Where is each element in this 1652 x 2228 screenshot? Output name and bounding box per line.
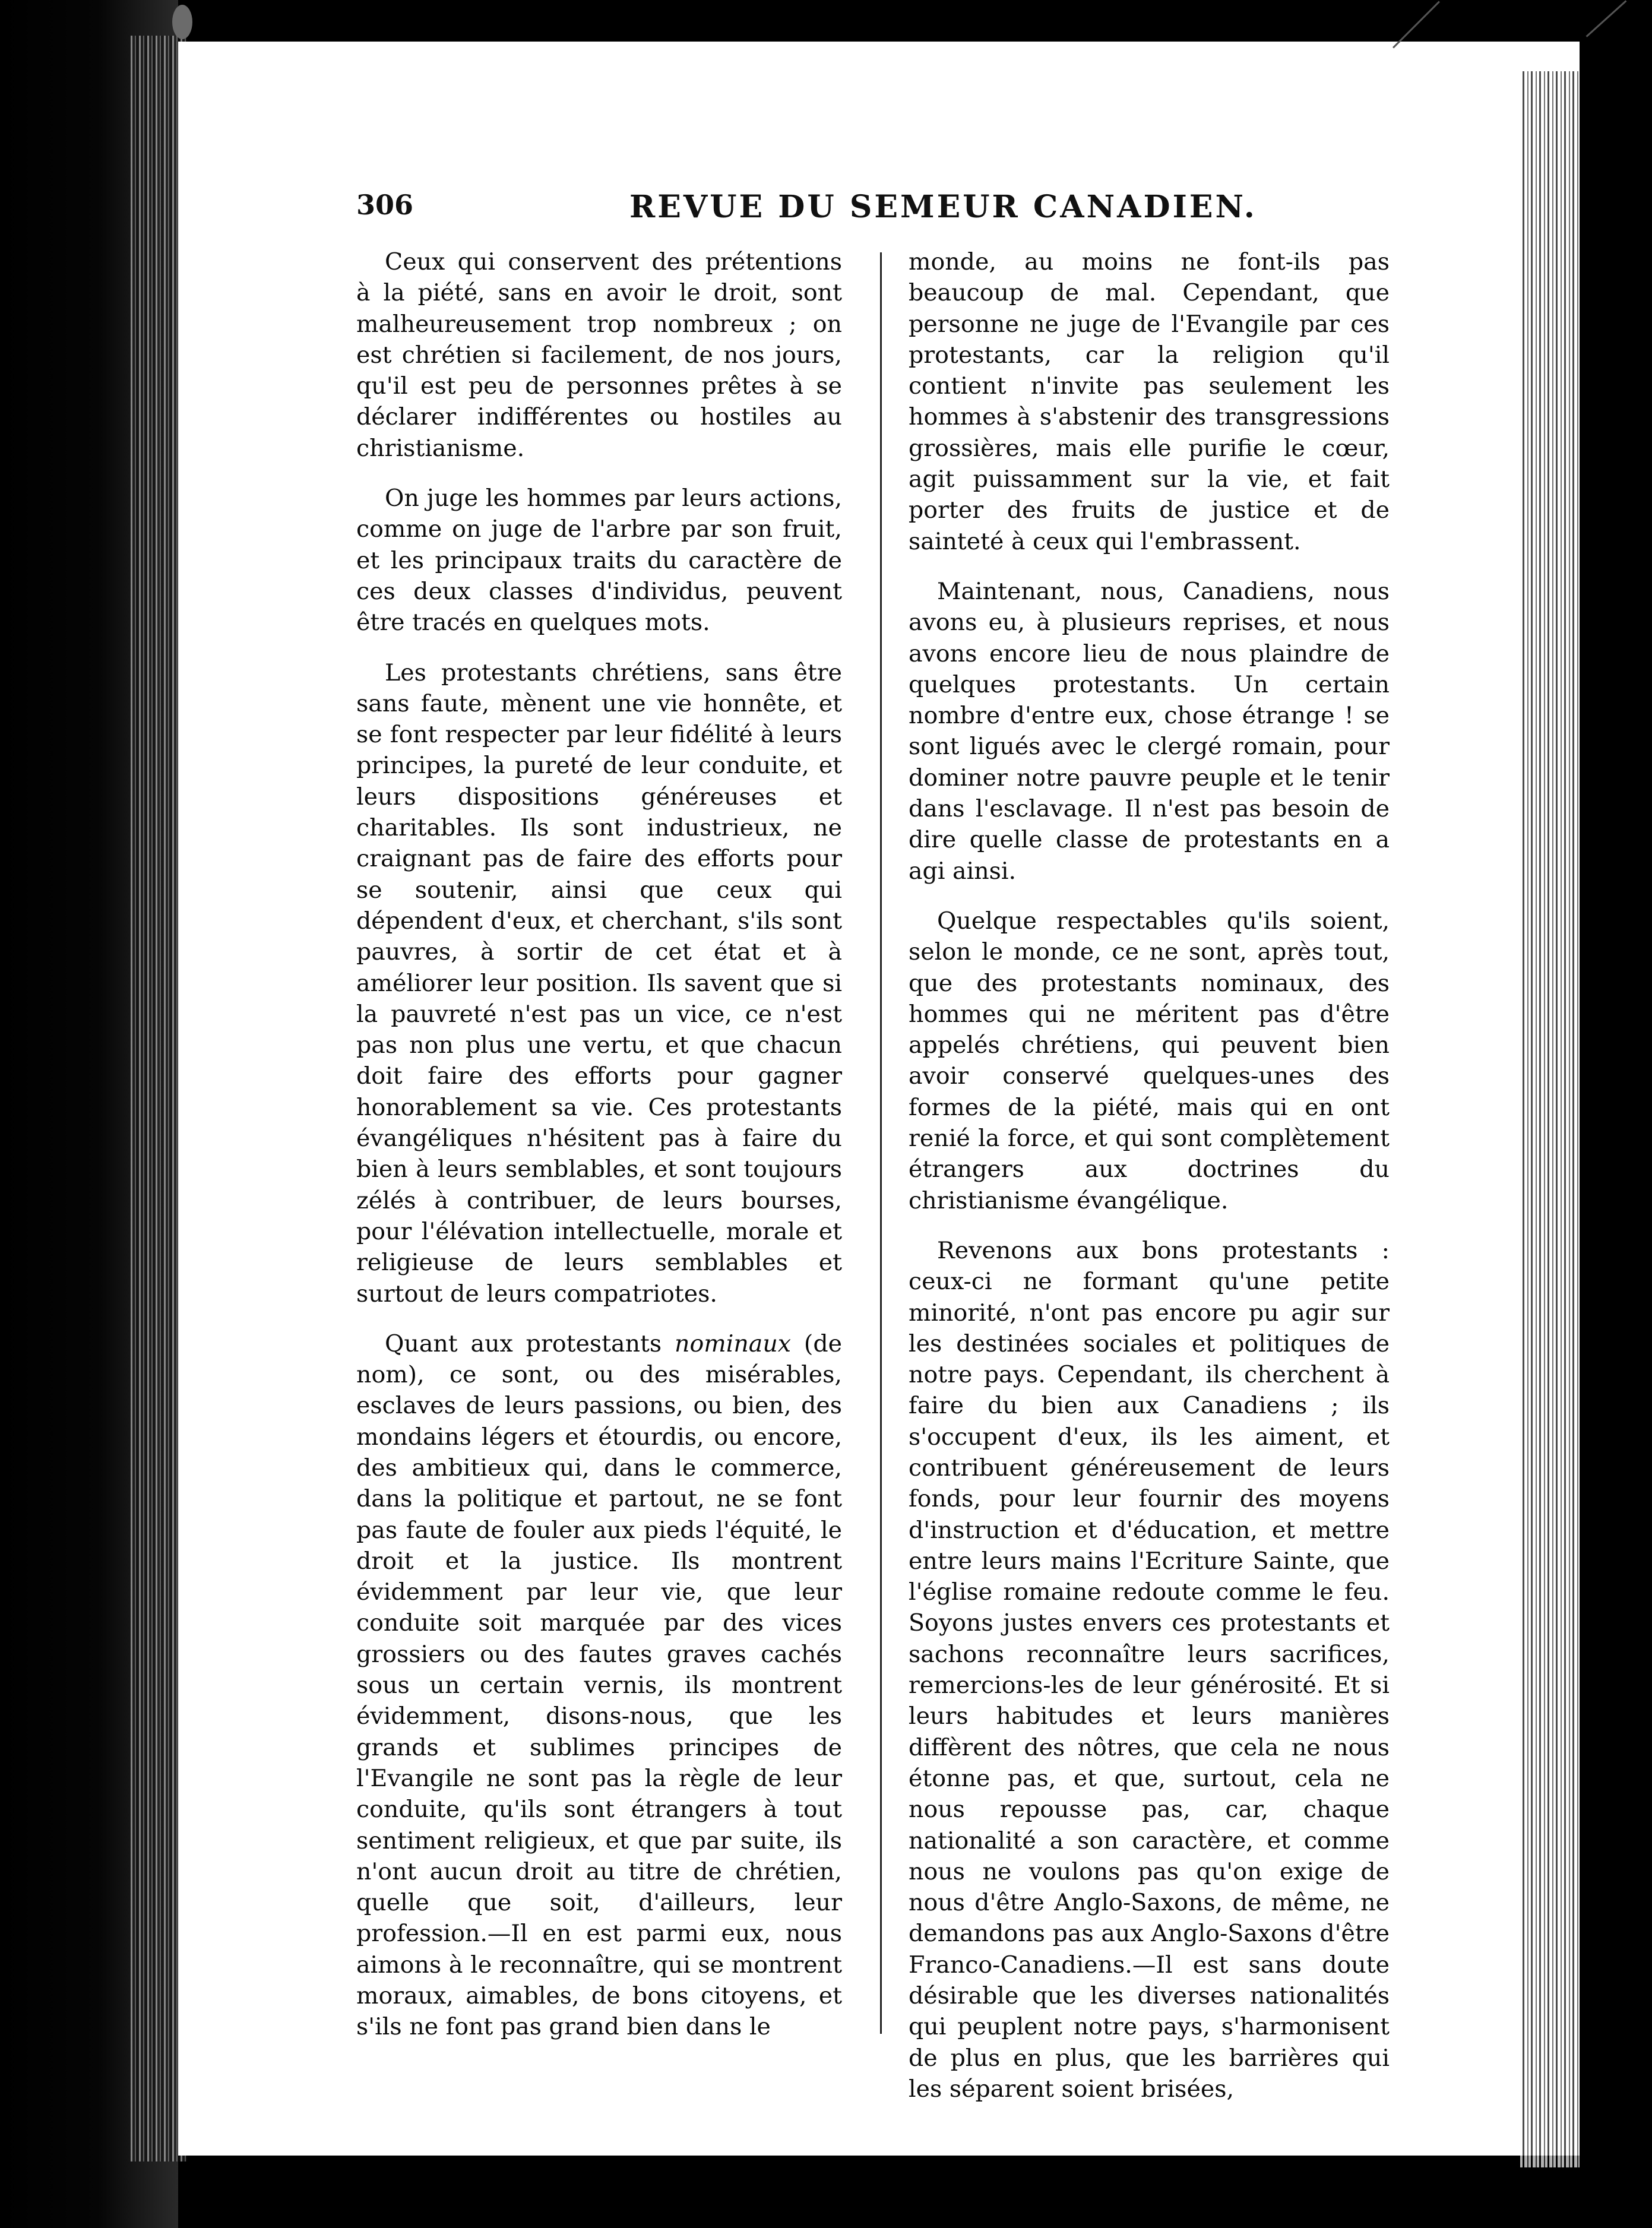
left-column: [356, 246, 842, 2111]
column-divider: [880, 252, 882, 2034]
paragraph: Maintenant, nous, Canadiens, nous avons eu, à plusieurs reprises, et nous avons encore lieu de nous plaindre de quelques protestants. Un certain nombre d'entre eux, chose étrange ! se sont ligués avec le clergé romain, pour dominer notre pauvre peuple et le tenir dans l'esclavage. Il n'est pas besoin de dire quelle classe de protestants en a agi ainsi.: [909, 577, 1390, 885]
paragraph: Ceux qui conservent des prétentions à la piété, sans en avoir le droit, sont malheureusement trop nombreux ; on est chrétien si facilement, de nos jours, qu'il est peu de personnes prêtes à se déclarer indifférentes ou hostiles au christianisme.: [356, 248, 842, 462]
page-number: 306: [356, 189, 414, 221]
paragraph: Les protestants chrétiens, sans être sans faute, mènent une vie honnête, et se font respecter par leur fidélité à leurs principes, la pureté de leur conduite, et leurs dispositions généreuses et charitables. Ils sont industrieux, ne craignant pas de faire des efforts pour se soutenir, ainsi que ceux qui dépendent d'eux, et cherchant, s'ils sont pauvres, à sortir de cet état et à améliorer leur position. Ils savent que si la pauvreté n'est pas un vice, ce n'est pas non plus une vertu, et que chacun doit faire des efforts pour gagner honorablement sa vie. Ces protestants évangéliques n'hésitent pas à faire du bien à leurs semblables, et sont toujours zélés à contribuer, de leurs bourses, pour l'élévation intellectuelle, morale et religieuse de leurs semblables et surtout de leurs compatriotes.: [356, 659, 842, 1308]
running-header: [356, 189, 1257, 230]
scan-border-right: [1580, 0, 1652, 2228]
scan-thumb-mark: [172, 5, 192, 39]
paragraph: Revenons aux bons protestants : ceux-ci ne formant qu'une petite minorité, n'ont pas encore pu agir sur les destinées sociales et politiques de notre pays. Cependant, ils cherchent à faire du bien aux Canadiens ; ils s'occupent d'eux, ils les aiment, et contribuent généreusement de leurs fonds, pour leur fournir des moyens d'instruction et d'éducation, et mettre entre leurs mains l'Ecriture Sainte, que l'église romaine redoute comme le feu. Soyons justes envers ces protestants et sachons reconnaître leurs sacrifices, remercions-les de leur générosité. Et si leurs habitudes et leurs manières diffèrent des nôtres, que cela ne nous étonne pas, et que, surtout, cela ne nous repousse pas, car, chaque nationalité a son caractère, et comme nous ne voulons pas qu'on exige de nous d'être Anglo-Saxons, de même, ne demandons pas aux Anglo-Saxons d'être Franco-Canadiens.—Il est sans doute désirable que les diverses nationalités qui peuplent notre pays, s'harmonisent de plus en plus, que les barrières qui les séparent soient brisées,: [909, 1236, 1390, 2103]
paragraph: monde, au moins ne font-ils pas beaucoup de mal. Cependant, que personne ne juge de l'Evangile par ces protestants, car la religion qu'il contient n'invite pas seulement les hommes à s'abstenir des transgressions grossières, mais elle purifie le cœur, agit puissamment sur la vie, et fait porter des fruits de justice et de sainteté à ceux qui l'embrassent.: [909, 248, 1390, 555]
paragraph-text: Quant aux protestants: [385, 1330, 675, 1357]
paragraph: Quelque respectables qu'ils soient, selon le monde, ce ne sont, après tout, que des protestants nominaux, des hommes qui ne méritent pas d'être appelés chrétiens, qui peuvent bien avoir conservé quelques-unes des formes de la piété, mais qui en ont renié la force, et qui sont complètement étrangers aux doctrines du christianisme évangélique.: [909, 907, 1390, 1214]
paragraph: On juge les hommes par leurs actions, comme on juge de l'arbre par son fruit, et les principaux traits du caractère de ces deux classes d'individus, peuvent être tracés en quelques mots.: [356, 485, 842, 637]
right-column: [909, 246, 1390, 2111]
page-edges-right: [1520, 71, 1585, 2167]
paragraph-text: (de nom), ce sont, ou des misérables, esclaves de leurs passions, ou bien, des mondains légers et étourdis, ou encore, des ambitieux qui, dans le commerce, dans la politique et partout, ne se font pas faute de fouler aux pieds l'équité, le droit et la justice. Ils montrent évidemment par leur vie, que leur conduite soit marquée par des vices grossiers ou des fautes graves cachés sous un certain vernis, ils montrent évidemment, disons-nous, que les grands et sublimes principes de l'Evangile ne sont pas la règle de leur conduite, qu'ils sont étrangers à tout sentiment religieux, et que par suite, ils n'ont aucun droit au titre de chrétien, quelle que soit, d'ailleurs, leur profession.—Il en est parmi eux, nous aimons à le reconnaître, qui se montrent moraux, aimables, de bons citoyens, et s'ils ne font pas grand bien dans le: [356, 1330, 842, 2041]
paragraph: [356, 1328, 842, 2043]
running-title: REVUE DU SEMEUR CANADIEN.: [629, 189, 1257, 225]
emphasis: nominaux: [675, 1330, 792, 1357]
